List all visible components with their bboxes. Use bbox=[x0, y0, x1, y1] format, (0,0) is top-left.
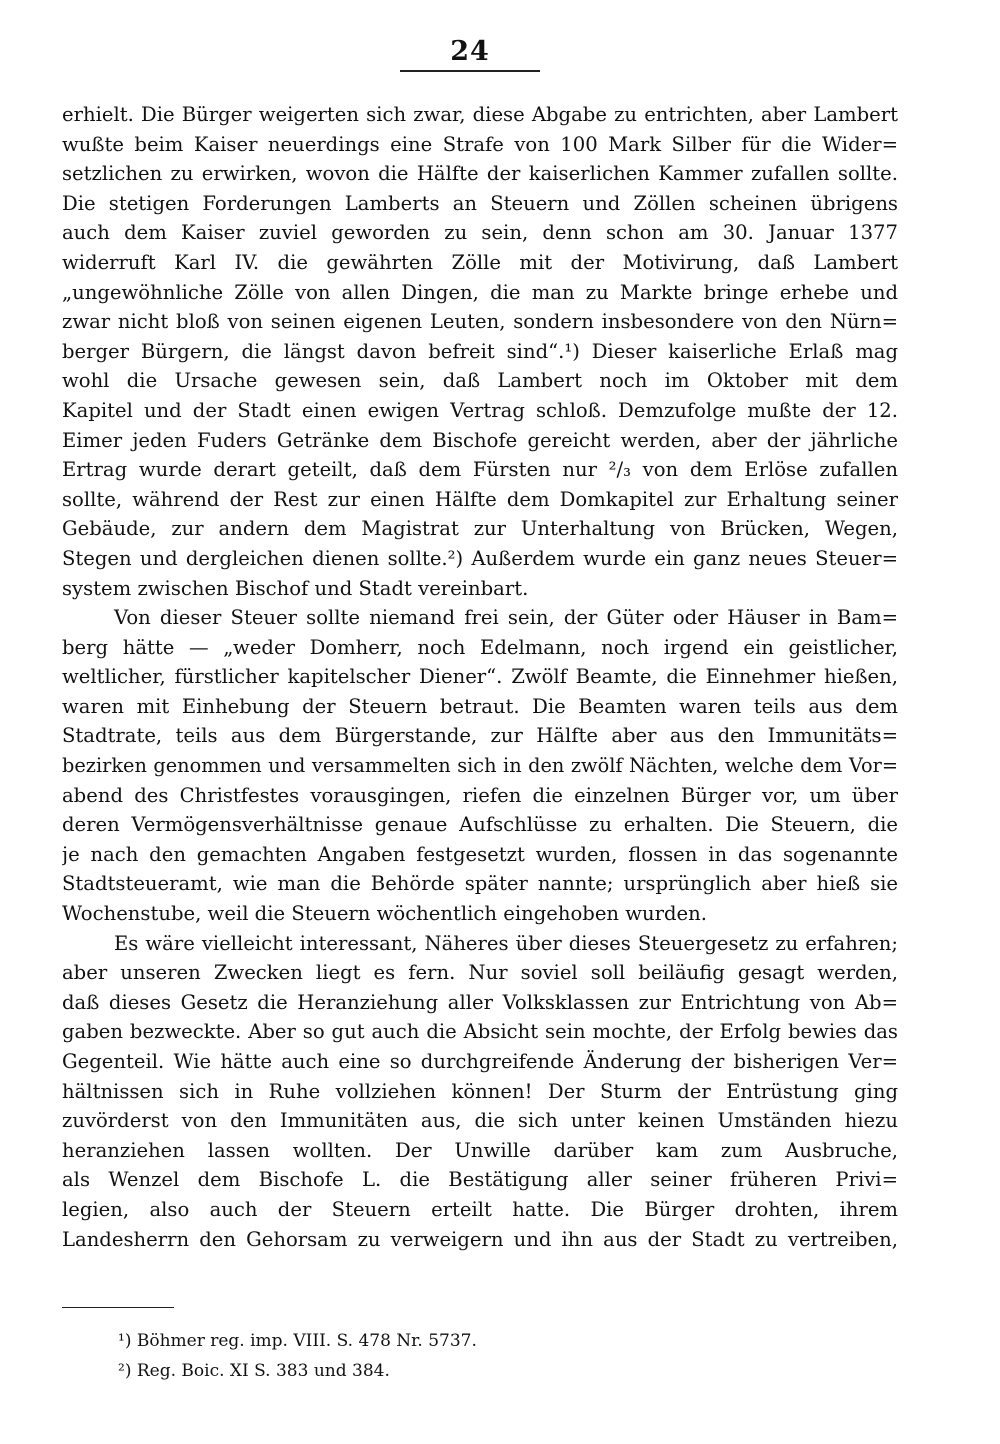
text-line: widerruft Karl IV. die gewährten Zölle mit der Motivirung, daß Lambert bbox=[62, 250, 898, 274]
text-line: Gebäude, zur andern dem Magistrat zur Unterhaltung von Brücken, Wegen, bbox=[62, 517, 898, 541]
footnote: ²) Reg. Boic. XI S. 383 und 384. bbox=[118, 1361, 390, 1381]
text-line: daß dieses Gesetz die Heranziehung aller Volksklassen zur Entrichtung von Ab= bbox=[62, 990, 898, 1014]
footnotes bbox=[118, 1326, 818, 1386]
text-line: Eimer jeden Fuders Getränke dem Bischofe gereicht werden, aber der jährliche bbox=[62, 428, 898, 452]
text-line: abend des Christfestes vorausgingen, riefen die einzelnen Bürger vor, um über bbox=[62, 783, 898, 807]
text-line: berger Bürgern, die längst davon befreit sind“.¹) Dieser kaiserliche Erlaß mag bbox=[62, 339, 898, 363]
text-line: bezirken genommen und versammelten sich in den zwölf Nächten, welche dem Vor= bbox=[62, 754, 898, 778]
text-line: Stegen und dergleichen dienen sollte.²) Außerdem wurde ein ganz neues Steuer= bbox=[62, 546, 898, 570]
text-line: erhielt. Die Bürger weigerten sich zwar, diese Abgabe zu entrichten, aber Lambert bbox=[62, 103, 898, 126]
text-line: weltlicher, fürstlicher kapitelscher Diener“. Zwölf Beamte, die Einnehmer hießen, bbox=[62, 665, 898, 689]
text-line: zwar nicht bloß von seinen eigenen Leuten, sondern insbesondere von den Nürn= bbox=[62, 310, 898, 334]
text-line: Gegenteil. Wie hätte auch eine so durchgreifende Änderung der bisherigen Ver= bbox=[62, 1050, 898, 1073]
text-line: Kapitel und der Stadt einen ewigen Vertrag schloß. Demzufolge mußte der 12. bbox=[62, 398, 898, 422]
text-line: Wochenstube, weil die Steuern wöchentlich eingehoben wurden. bbox=[62, 902, 708, 926]
text-line: zuvörderst von den Immunitäten aus, die sich unter keinen Umständen hiezu bbox=[62, 1109, 898, 1133]
text-line: sollte, während der Rest zur einen Hälfte dem Domkapitel zur Erhaltung seiner bbox=[62, 487, 898, 511]
paragraph bbox=[62, 100, 898, 603]
text-line: wohl die Ursache gewesen sein, daß Lambert noch im Oktober mit dem bbox=[62, 369, 898, 393]
text-line: wußte beim Kaiser neuerdings eine Strafe von 100 Mark Silber für die Wider= bbox=[62, 132, 898, 156]
text-line: heranziehen lassen wollten. Der Unwille darüber kam zum Ausbruche, bbox=[62, 1138, 898, 1162]
text-line: berg hätte — „weder Domherr, noch Edelmann, noch irgend ein geistlicher, bbox=[62, 635, 898, 659]
text-line: Die stetigen Forderungen Lamberts an Steuern und Zöllen scheinen übrigens bbox=[62, 191, 898, 215]
paragraph bbox=[62, 603, 898, 929]
text-line: Stadtrate, teils aus dem Bürgerstande, zur Hälfte aber aus den Immunitäts= bbox=[62, 724, 898, 748]
text-line: Ertrag wurde derart geteilt, daß dem Fürsten nur ²/₃ von dem Erlöse zufallen bbox=[62, 458, 898, 482]
text-line: Landesherrn den Gehorsam zu verweigern und ihn aus der Stadt zu vertreiben, bbox=[62, 1227, 898, 1251]
body-text bbox=[62, 100, 898, 1254]
page-number: 24 bbox=[400, 36, 540, 72]
text-line: Von dieser Steuer sollte niemand frei sein, der Güter oder Häuser in Bam= bbox=[114, 606, 898, 630]
footnote-divider bbox=[62, 1307, 174, 1308]
paragraph bbox=[62, 929, 898, 1255]
text-line: gaben bezweckte. Aber so gut auch die Absicht sein mochte, der Erfolg bewies das bbox=[62, 1020, 898, 1044]
text-line: Stadtsteueramt, wie man die Behörde später nannte; ursprünglich aber hieß sie bbox=[62, 872, 898, 896]
text-line: auch dem Kaiser zuviel geworden zu sein, denn schon am 30. Januar 1377 bbox=[62, 221, 898, 245]
text-line: deren Vermögensverhältnisse genaue Aufschlüsse zu erhalten. Die Steuern, die bbox=[62, 813, 898, 837]
text-line: „ungewöhnliche Zölle von allen Dingen, die man zu Markte bringe erhebe und bbox=[62, 280, 898, 304]
text-line: Es wäre vielleicht interessant, Näheres über dieses Steuergesetz zu erfahren; bbox=[114, 931, 898, 955]
text-line: als Wenzel dem Bischofe L. die Bestätigung aller seiner früheren Privi= bbox=[62, 1168, 898, 1192]
footnote: ¹) Böhmer reg. imp. VIII. S. 478 Nr. 5737. bbox=[118, 1331, 477, 1351]
text-line: hältnissen sich in Ruhe vollziehen können! Der Sturm der Entrüstung ging bbox=[62, 1079, 898, 1103]
text-line: legien, also auch der Steuern erteilt hatte. Die Bürger drohten, ihrem bbox=[62, 1197, 898, 1221]
text-line: aber unseren Zwecken liegt es fern. Nur soviel soll beiläufig gesagt werden, bbox=[62, 961, 898, 985]
text-line: je nach den gemachten Angaben festgesetzt wurden, flossen in das sogenannte bbox=[62, 842, 898, 866]
text-line: waren mit Einhebung der Steuern betraut. Die Beamten waren teils aus dem bbox=[62, 694, 898, 718]
text-line: system zwischen Bischof und Stadt vereinbart. bbox=[62, 576, 529, 600]
text-line: setzlichen zu erwirken, wovon die Hälfte der kaiserlichen Kammer zufallen sollte. bbox=[62, 162, 898, 186]
